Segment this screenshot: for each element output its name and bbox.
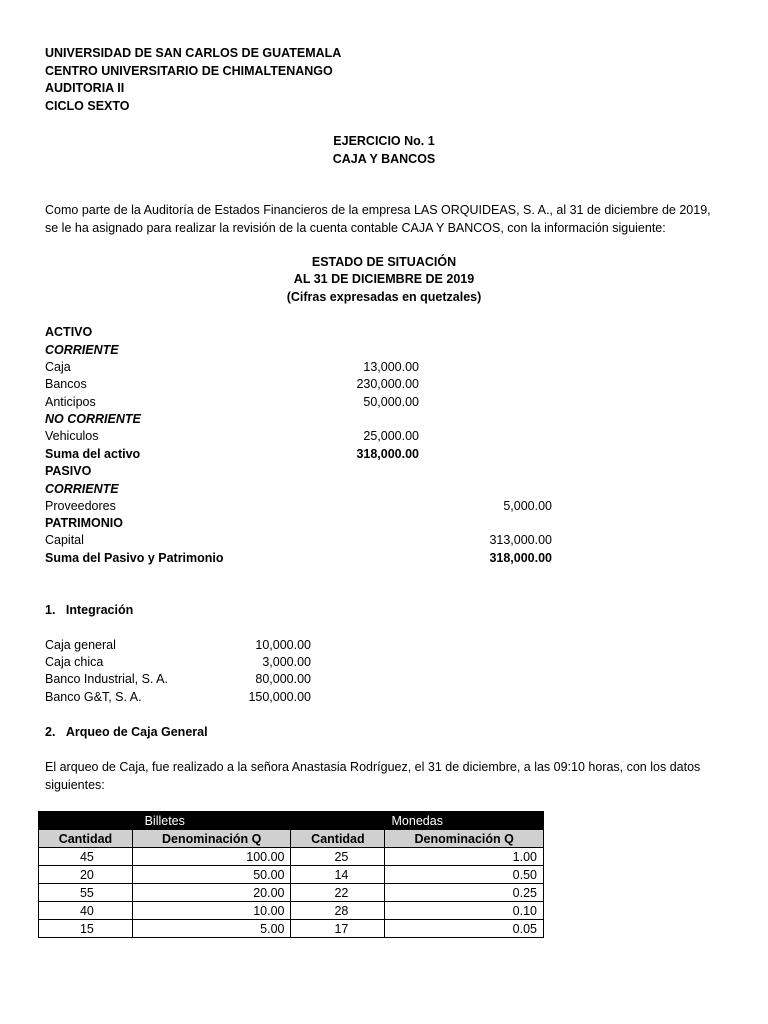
integracion-row-value: 80,000.00 (255, 672, 311, 686)
monedas-header: Monedas (291, 812, 544, 830)
exercise-topic: CAJA Y BANCOS (332, 152, 436, 166)
suma-pasivo-patrimonio-label: Suma del Pasivo y Patrimonio (45, 551, 224, 565)
billetes-cantidad: 55 (39, 884, 133, 902)
anticipos-label: Anticipos (45, 395, 96, 409)
anticipos-value: 50,000.00 (363, 395, 419, 409)
monedas-denominacion: 0.05 (385, 920, 544, 938)
header-course: AUDITORIA II (45, 81, 125, 95)
exercise-title: EJERCICIO No. 1 (333, 134, 435, 148)
monedas-cantidad: 22 (291, 884, 385, 902)
billetes-cantidad: 15 (39, 920, 133, 938)
proveedores-value: 5,000.00 (503, 499, 552, 513)
billetes-cantidad: 45 (39, 848, 133, 866)
billetes-cantidad: 40 (39, 902, 133, 920)
billetes-denominacion: 10.00 (132, 902, 291, 920)
arqueo-table (38, 811, 544, 938)
vehiculos-label: Vehiculos (45, 429, 99, 443)
intro-paragraph: Como parte de la Auditoría de Estados Financieros de la empresa LAS ORQUIDEAS, S. A., al 31 de diciembre de 2019, se le ha asignado para realizar la revisión de la cuenta contable CAJA Y BANCOS, con la información siguiente: (45, 203, 711, 235)
billetes-denominacion: 20.00 (132, 884, 291, 902)
table-row (39, 848, 544, 866)
col-denominacion-billetes: Denominación Q (132, 830, 291, 848)
caja-label: Caja (45, 360, 71, 374)
statement-date: AL 31 DE DICIEMBRE DE 2019 (293, 272, 475, 286)
monedas-cantidad: 17 (291, 920, 385, 938)
billetes-denominacion: 50.00 (132, 866, 291, 884)
arqueo-heading: 2. Arqueo de Caja General (45, 725, 208, 739)
capital-value: 313,000.00 (489, 533, 552, 547)
integracion-row-label: Banco G&T, S. A. (45, 690, 142, 704)
capital-label: Capital (45, 533, 84, 547)
header-university: UNIVERSIDAD DE SAN CARLOS DE GUATEMALA (45, 46, 342, 60)
integracion-row-label: Banco Industrial, S. A. (45, 672, 168, 686)
table-row (39, 902, 544, 920)
integracion-row-label: Caja chica (45, 655, 104, 669)
col-cantidad-monedas: Cantidad (291, 830, 385, 848)
header-center: CENTRO UNIVERSITARIO DE CHIMALTENANGO (45, 64, 333, 78)
monedas-denominacion: 0.50 (385, 866, 544, 884)
table-row (39, 920, 544, 938)
subsection-no-corriente: NO CORRIENTE (45, 412, 141, 426)
section-activo: ACTIVO (45, 325, 93, 339)
bancos-label: Bancos (45, 377, 87, 391)
billetes-denominacion: 100.00 (132, 848, 291, 866)
table-row (39, 866, 544, 884)
billetes-header: Billetes (39, 812, 291, 830)
suma-activo-label: Suma del activo (45, 447, 141, 461)
section-pasivo: PASIVO (45, 464, 92, 478)
monedas-cantidad: 28 (291, 902, 385, 920)
caja-value: 13,000.00 (363, 360, 419, 374)
integracion-heading: 1. Integración (45, 603, 134, 617)
monedas-denominacion: 0.10 (385, 902, 544, 920)
monedas-cantidad: 25 (291, 848, 385, 866)
monedas-denominacion: 0.25 (385, 884, 544, 902)
section-patrimonio: PATRIMONIO (45, 516, 124, 530)
proveedores-label: Proveedores (45, 499, 116, 513)
billetes-denominacion: 5.00 (132, 920, 291, 938)
integracion-row-value: 3,000.00 (262, 655, 311, 669)
col-cantidad-billetes: Cantidad (39, 830, 133, 848)
integracion-row-label: Caja general (45, 638, 116, 652)
header-cycle: CICLO SEXTO (45, 99, 130, 113)
vehiculos-value: 25,000.00 (363, 429, 419, 443)
billetes-cantidad: 20 (39, 866, 133, 884)
integracion-row-value: 10,000.00 (255, 638, 311, 652)
monedas-cantidad: 14 (291, 866, 385, 884)
arqueo-paragraph: El arqueo de Caja, fue realizado a la señora Anastasia Rodríguez, el 31 de diciembre, a las 09:10 horas, con los datos siguientes: (45, 760, 701, 792)
bancos-value: 230,000.00 (356, 377, 419, 391)
statement-note: (Cifras expresadas en quetzales) (286, 290, 482, 304)
col-denominacion-monedas: Denominación Q (385, 830, 544, 848)
suma-activo-value: 318,000.00 (356, 447, 419, 461)
statement-title: ESTADO DE SITUACIÓN (311, 255, 457, 269)
integracion-row-value: 150,000.00 (248, 690, 311, 704)
monedas-denominacion: 1.00 (385, 848, 544, 866)
subsection-corriente: CORRIENTE (45, 343, 119, 357)
table-row (39, 884, 544, 902)
suma-pasivo-patrimonio-value: 318,000.00 (489, 551, 552, 565)
subsection-pasivo-corriente: CORRIENTE (45, 482, 119, 496)
